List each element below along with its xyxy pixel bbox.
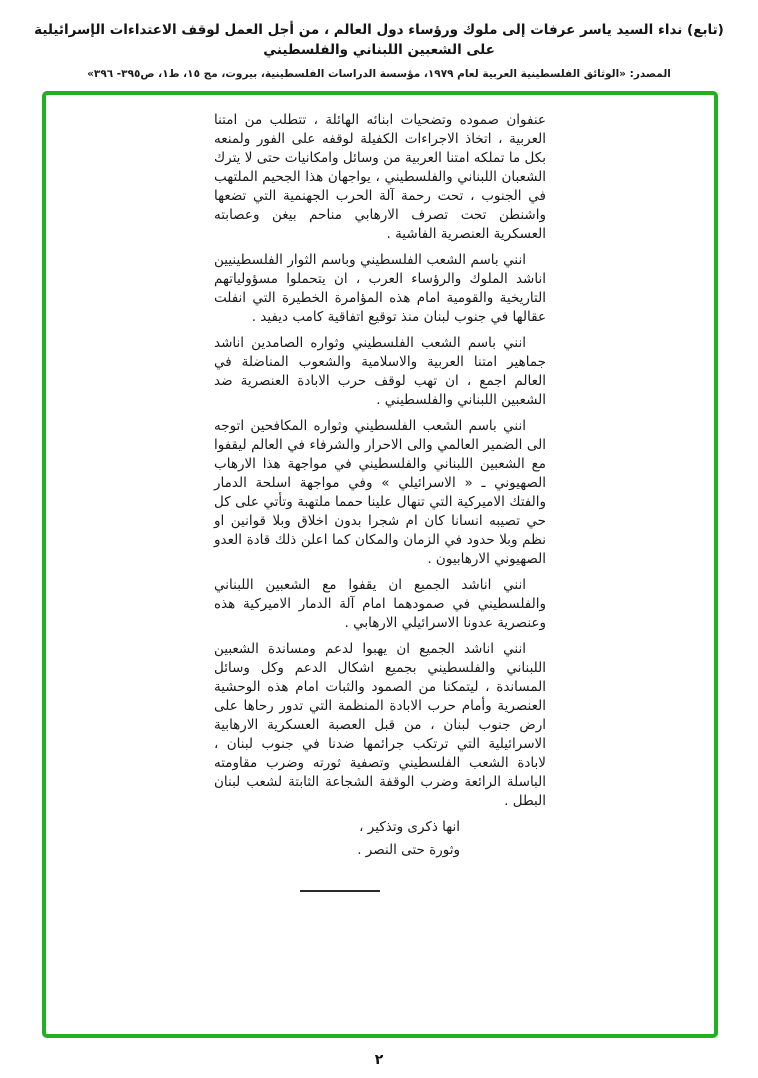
document-title: (تابع) نداء السيد ياسر عرفات إلى ملوك ورؤساء دول العالم ، من أجل العمل لوقف الاعتداءات الإسرائيلية على الشعبين اللبناني والفلسطيني (34, 22, 724, 59)
document-header (0, 0, 758, 80)
page-footer (0, 1049, 758, 1068)
paragraph: انني اناشد الجميع ان يقفوا مع الشعبين اللبناني والفلسطيني في صمودهما امام آلة الدمار الاميركية هذه وعنصرية عدونا الاسرائيلي الارهابي . (214, 577, 546, 631)
paragraph: انني باسم الشعب الفلسطيني وثواره الصامدين اناشد جماهير امتنا العربية والاسلامية والشعوب المناضلة في العالم اجمع ، ان تهب لوقف حرب الابادة العنصرية ضد الشعبين اللبناني والفلسطيني . (214, 335, 546, 408)
green-frame (42, 91, 718, 1038)
paragraph: عنفوان صموده وتضحيات ابنائه الهائلة ، تتطلب من امتنا العربية ، اتخاذ الاجراءات الكفيلة لوقفه على الفور ولمنعه بكل ما تملكه امتنا العربية من وسائل وامكانيات حتى لا يترك الشعبان اللبناني والفلسطيني ، يواجهان هذا الجحيم الملتهب في الجنوب ، تحت رحمة آلة الحرب الجهنمية التي تضعها واشنطن تحت تصرف الارهابي مناحم بيغن وعصابته العسكرية العنصرية الفاشية . (214, 112, 546, 242)
section-divider (300, 890, 380, 892)
closing-line: وثورة حتى النصر . (357, 842, 460, 858)
paragraph: انني باسم الشعب الفلسطيني وثواره المكافحين اتوجه الى الضمير العالمي والى الاحرار والشرفاء في العالم ليقفوا مع الشعبين اللبناني والفلسطيني في مواجهة هذا الارهاب الصهيوني ـ « الاسرائيلي » وفي مواجهة اسلحة الدمار والفتك الاميركية التي تنهال علينا حمما ملتهبة وتأتي على كل حي تصيبه انسانا كان ام شجرا بدون اخلاق وبلا قوانين او نظم وبلا حدود في الزمان والمكان كما اعلن ذلك قادة العدو الصهيوني الارهابيون . (214, 418, 546, 567)
paragraph: انني باسم الشعب الفلسطيني وباسم الثوار الفلسطينيين اناشد الملوك والرؤساء العرب ، ان يتحملوا مسؤولياتهم التاريخية والقومية امام هذه المؤامرة الخطيرة التي انفلت عقالها في جنوب لبنان منذ توقيع اتفاقية كامب ديفيد . (214, 252, 546, 325)
closing-line: انها ذكرى وتذكير ، (359, 819, 460, 835)
body-text-column (214, 111, 546, 892)
paragraph: انني اناشد الجميع ان يهبوا لدعم ومساندة الشعبين اللبناني والفلسطيني بجميع اشكال الدعم وكل وسائل المساندة ، ليتمكنا من الصمود والثبات امام هذه الوحشية العنصرية وأمام حرب الابادة المنظمة التي تدور رحاها على ارض جنوب لبنان ، من قبل العصبة العسكرية الارهابية الاسرائيلية التي ترتكب جرائمها ضدنا في جنوب لبنان ، لابادة الشعب الفلسطيني وتصفية ثورته وضرب مقاومته الباسلة الرائعة وضرب الوقفة الشجاعة الثابتة لشعب لبنان البطل . (214, 641, 546, 809)
page-number: ٢ (374, 1052, 384, 1068)
document-source: المصدر: «الوثائق الفلسطينية العربية لعام ١٩٧٩، مؤسسة الدراسات الفلسطينية، بيروت، مج ١٥، ط١، ص٣٩٥- ٣٩٦» (87, 67, 671, 80)
